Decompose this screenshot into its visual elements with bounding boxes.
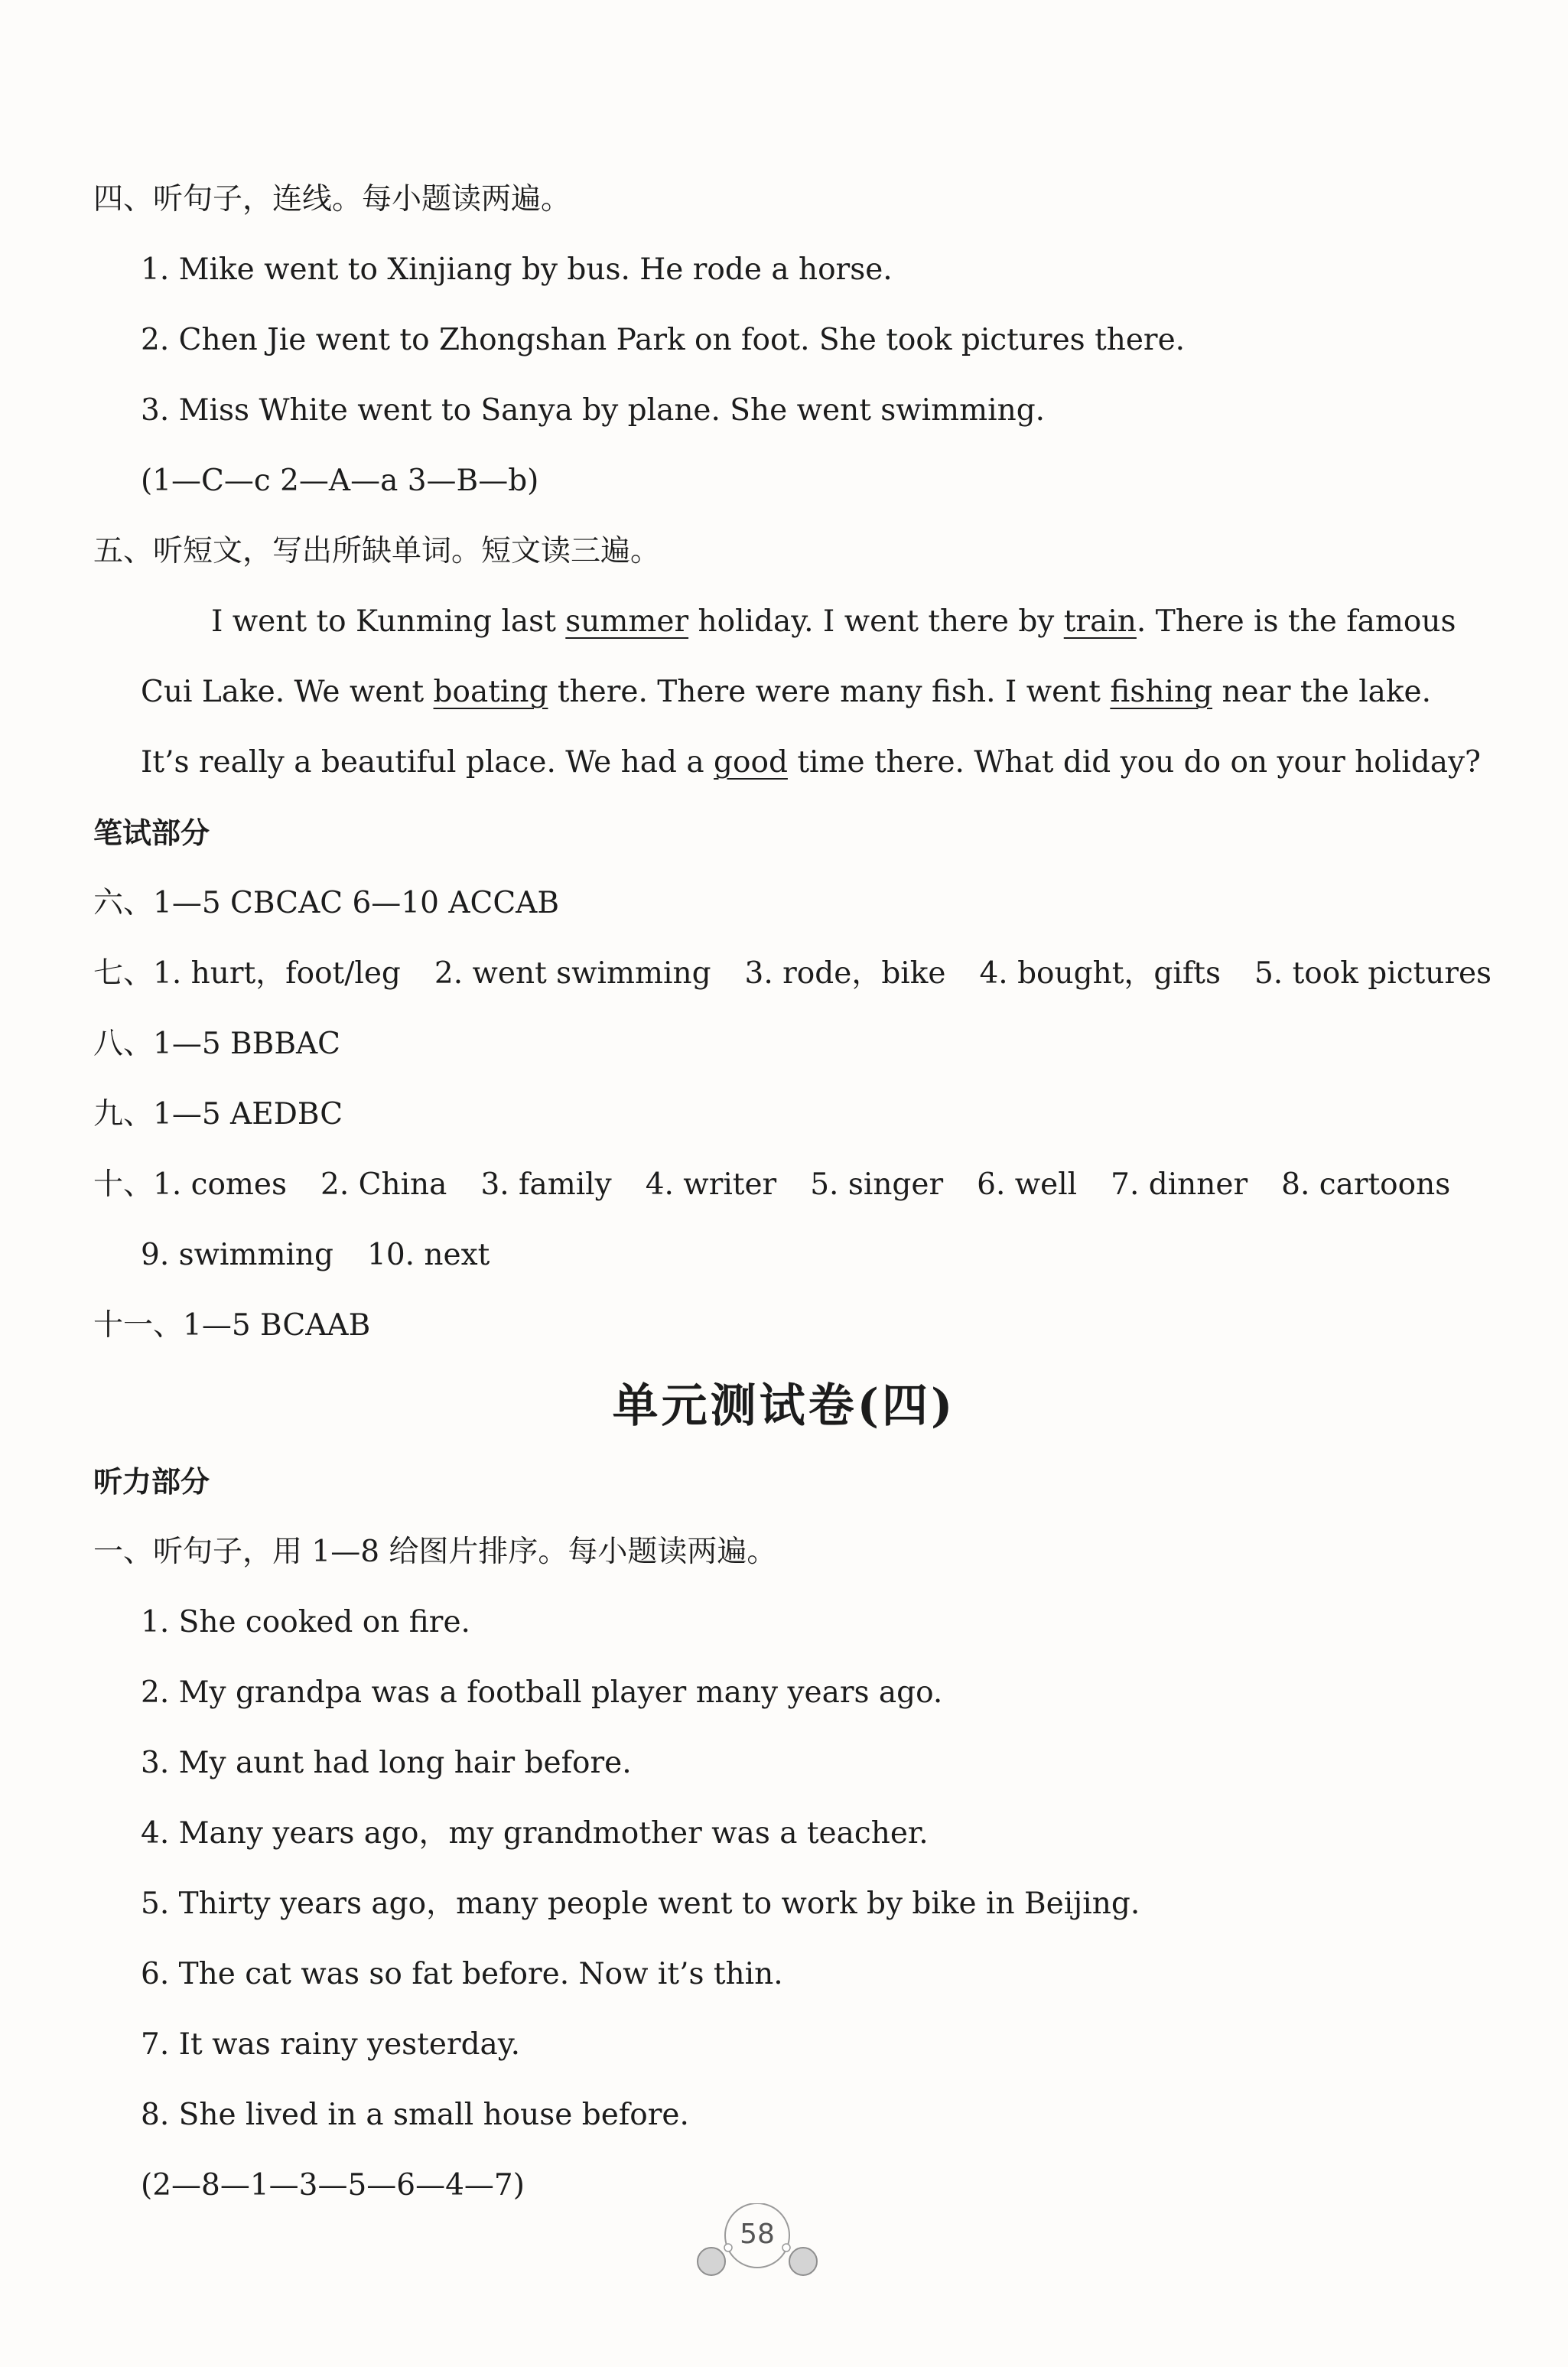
listening-heading: 听力部分: [93, 1465, 210, 1499]
written-heading: 笔试部分: [93, 816, 210, 850]
listening-item-8: 8. She lived in a small house before.: [141, 2098, 689, 2132]
blank-word: train: [1063, 604, 1137, 639]
section5-passage-line-2: Cui Lake. We went boating there. There were many fish. I went fishing near the lake.: [141, 675, 1432, 709]
unit-title: 单元测试卷(四): [612, 1379, 956, 1433]
listening-item-5: 5. Thirty years ago，many people went to work by bike in Beijing.: [141, 1887, 1140, 1921]
listening-item-4: 4. Many years ago，my grandmother was a teacher.: [141, 1816, 929, 1851]
listening-item-7: 7. It was rainy yesterday.: [141, 2027, 521, 2062]
page-number: 58: [740, 2219, 775, 2250]
section9-answers: 九、1—5 AEDBC: [93, 1097, 343, 1131]
section11-answers: 十一、1—5 BCAAB: [93, 1308, 371, 1343]
blank-word: boating: [433, 675, 548, 709]
section6-answers: 六、1—5 CBCAC 6—10 ACCAB: [93, 886, 559, 920]
section5-passage-line-3: It’s really a beautiful place. We had a good time there. What did you do on your holiday?: [141, 745, 1481, 780]
section4-heading: 四、听句子，连线。每小题读两遍。: [93, 182, 571, 217]
section10-answers-line-2: 9. swimming 10. next: [141, 1238, 490, 1272]
section4-item-2: 2. Chen Jie went to Zhongshan Park on foot. She took pictures there.: [141, 323, 1186, 357]
listening-item-6: 6. The cat was so fat before. Now it’s thin.: [141, 1957, 783, 1991]
section8-answers: 八、1—5 BBBAC: [93, 1027, 341, 1061]
blank-word: good: [714, 745, 788, 780]
section4-item-3: 3. Miss White went to Sanya by plane. She went swimming.: [141, 393, 1046, 428]
listening-section1-heading: 一、听句子，用 1—8 给图片排序。每小题读两遍。: [93, 1535, 777, 1569]
section5-passage-line-1: I went to Kunming last summer holiday. I went there by train. There is the famous: [211, 604, 1456, 639]
page-number-badge: [688, 2203, 826, 2280]
section5-heading: 五、听短文，写出所缺单词。短文读三遍。: [93, 534, 661, 568]
section10-answers-line-1: 十、1. comes 2. China 3. family 4. writer 5. singer 6. well 7. dinner 8. cartoons: [93, 1167, 1451, 1202]
section7-answers: 七、1. hurt，foot/leg 2. went swimming 3. rode，bike 4. bought，gifts 5. took pictures: [93, 956, 1492, 991]
section4-item-1: 1. Mike went to Xinjiang by bus. He rode a horse.: [141, 252, 893, 287]
listening-item-1: 1. She cooked on fire.: [141, 1605, 470, 1639]
blank-word: fishing: [1110, 675, 1213, 709]
listening-item-2: 2. My grandpa was a football player many years ago.: [141, 1675, 943, 1710]
blank-word: summer: [565, 604, 689, 639]
section4-answer: (1—C—c 2—A—a 3—B—b): [141, 464, 539, 498]
listening-item-3: 3. My aunt had long hair before.: [141, 1746, 632, 1780]
listening-answer: (2—8—1—3—5—6—4—7): [141, 2168, 525, 2203]
